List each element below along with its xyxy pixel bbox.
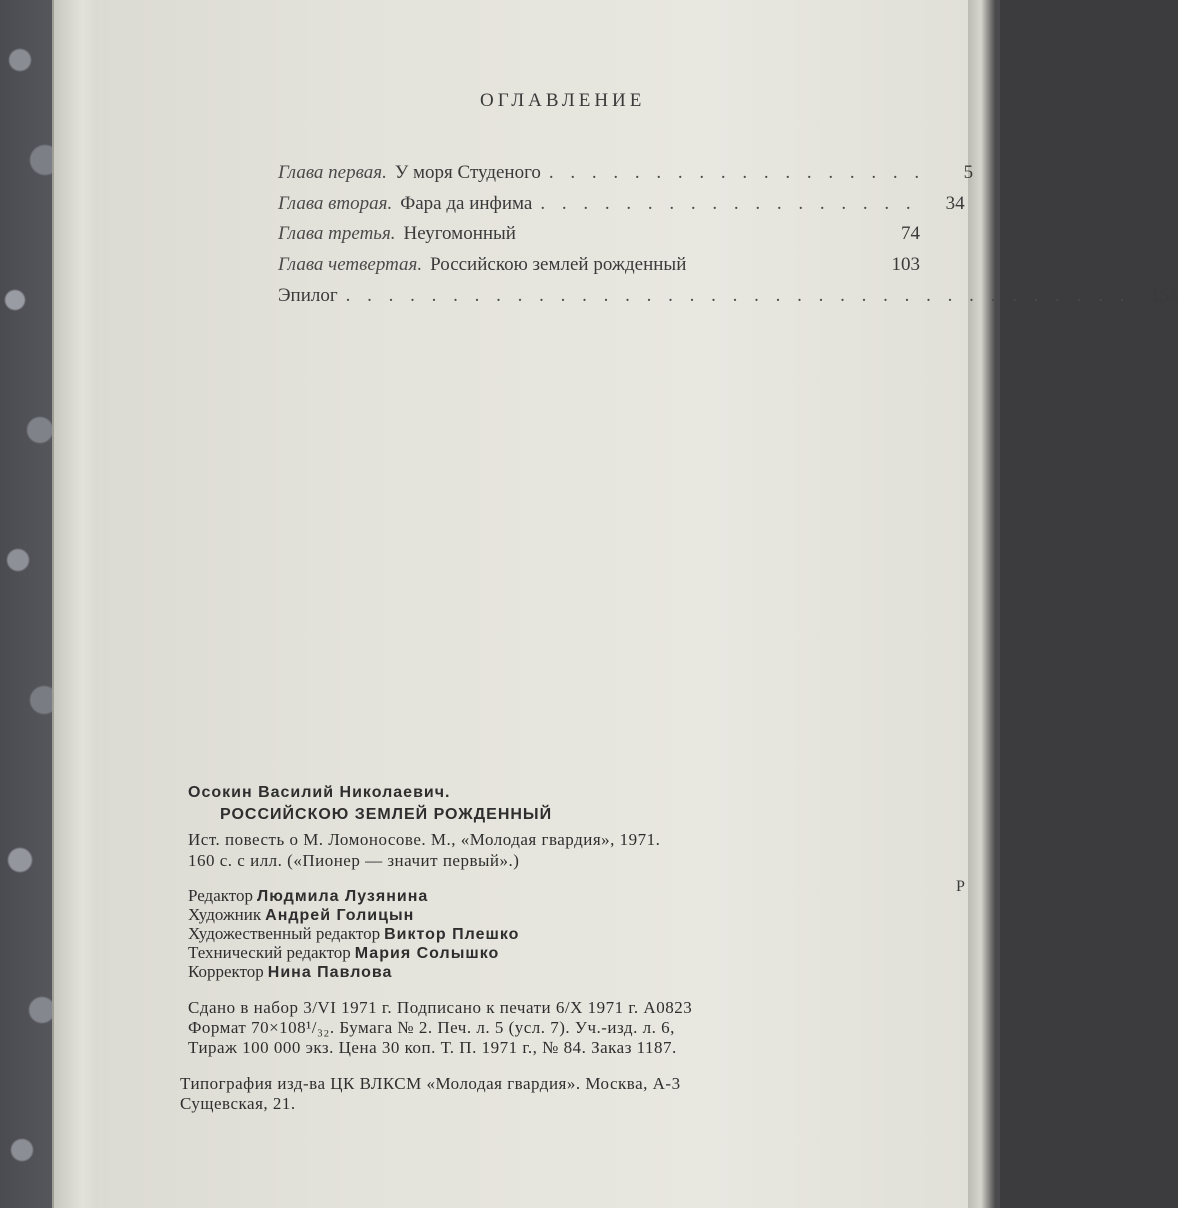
toc-chapter-title: Неугомонный <box>403 223 516 244</box>
imprint-print-line: Сдано в набор 3/VI 1971 г. Подписано к печати 6/Х 1971 г. А0823 <box>188 998 693 1017</box>
toc-page-number: 5 <box>963 162 974 183</box>
toc-chapter-title: Российскою землей рожденный <box>430 254 687 275</box>
credit-name: Андрей Голицын <box>265 907 415 924</box>
imprint-credit <box>188 943 499 963</box>
imprint-credit <box>188 886 428 906</box>
toc-leader-dots: . . . . . . . . . . . . . . . . . . . . . . . . . . . . . . . . . . . . . <box>345 285 1131 306</box>
credit-name: Виктор Плешко <box>384 926 520 943</box>
imprint-credit <box>188 905 414 925</box>
credit-name: Людмила Лузянина <box>257 888 429 905</box>
imprint-author: Осокин Василий Николаевич. <box>188 784 451 801</box>
toc-chapter-title: У моря Студеного <box>394 162 541 183</box>
toc-page-number: 74 <box>901 223 920 244</box>
imprint-printer-line: Сущевская, 21. <box>180 1094 296 1113</box>
imprint-book-title: РОССИЙСКОЮ ЗЕМЛЕЙ РОЖДЕННЫЙ <box>220 806 553 823</box>
toc-leader-dots: . . . . . . . . . . . . . . . . . . <box>548 162 926 183</box>
book-page-stack-left <box>52 0 102 1208</box>
toc-heading: ОГЛАВЛЕНИЕ <box>480 90 646 111</box>
toc-entry <box>278 254 920 284</box>
imprint-printer-line: Типография изд-ва ЦК ВЛКСМ «Молодая гвардия». Москва, А-3 <box>180 1074 681 1093</box>
toc-entry <box>278 193 965 223</box>
credit-role: Художник <box>188 905 262 924</box>
toc-page-number: 154 <box>1149 285 1178 306</box>
imprint-credit <box>188 962 392 982</box>
credit-name: Мария Солышко <box>354 945 500 962</box>
imprint-description-line: Ист. повесть о М. Ломоносове. М., «Молодая гвардия», 1971. <box>188 830 661 849</box>
imprint-print-line: Тираж 100 000 экз. Цена 30 коп. Т. П. 1971 г., № 84. Заказ 1187. <box>188 1038 677 1057</box>
toc-chapter-label: Глава первая. <box>278 162 387 183</box>
toc-chapter-label: Глава вторая. <box>278 193 393 214</box>
toc-chapter-title: Эпилог <box>278 285 338 306</box>
toc-entry <box>278 223 920 253</box>
toc-chapter-label: Глава четвертая. <box>278 254 423 275</box>
toc-page-number: 103 <box>891 254 920 275</box>
imprint-description-line: 160 с. с илл. («Пионер — значит первый».) <box>188 851 520 870</box>
toc-entry <box>278 285 1178 315</box>
credit-role: Корректор <box>188 962 264 981</box>
margin-character: Р <box>956 878 965 895</box>
toc-entry <box>278 162 974 192</box>
toc-chapter-title: Фара да инфима <box>400 193 533 214</box>
toc-chapter-label: Глава третья. <box>278 223 396 244</box>
toc-leader-dots: . . . . . . . . . . . . . . . . . . <box>540 193 917 214</box>
imprint-print-line: Формат 70×108¹/₃₂. Бумага № 2. Печ. л. 5 (усл. 7). Уч.-изд. л. 6, <box>188 1018 675 1037</box>
credit-name: Нина Павлова <box>267 964 393 981</box>
credit-role: Редактор <box>188 886 253 905</box>
toc-page-number: 34 <box>945 193 965 214</box>
imprint-credit <box>188 924 519 944</box>
credit-role: Художественный редактор <box>188 924 381 943</box>
credit-role: Технический редактор <box>188 943 351 962</box>
